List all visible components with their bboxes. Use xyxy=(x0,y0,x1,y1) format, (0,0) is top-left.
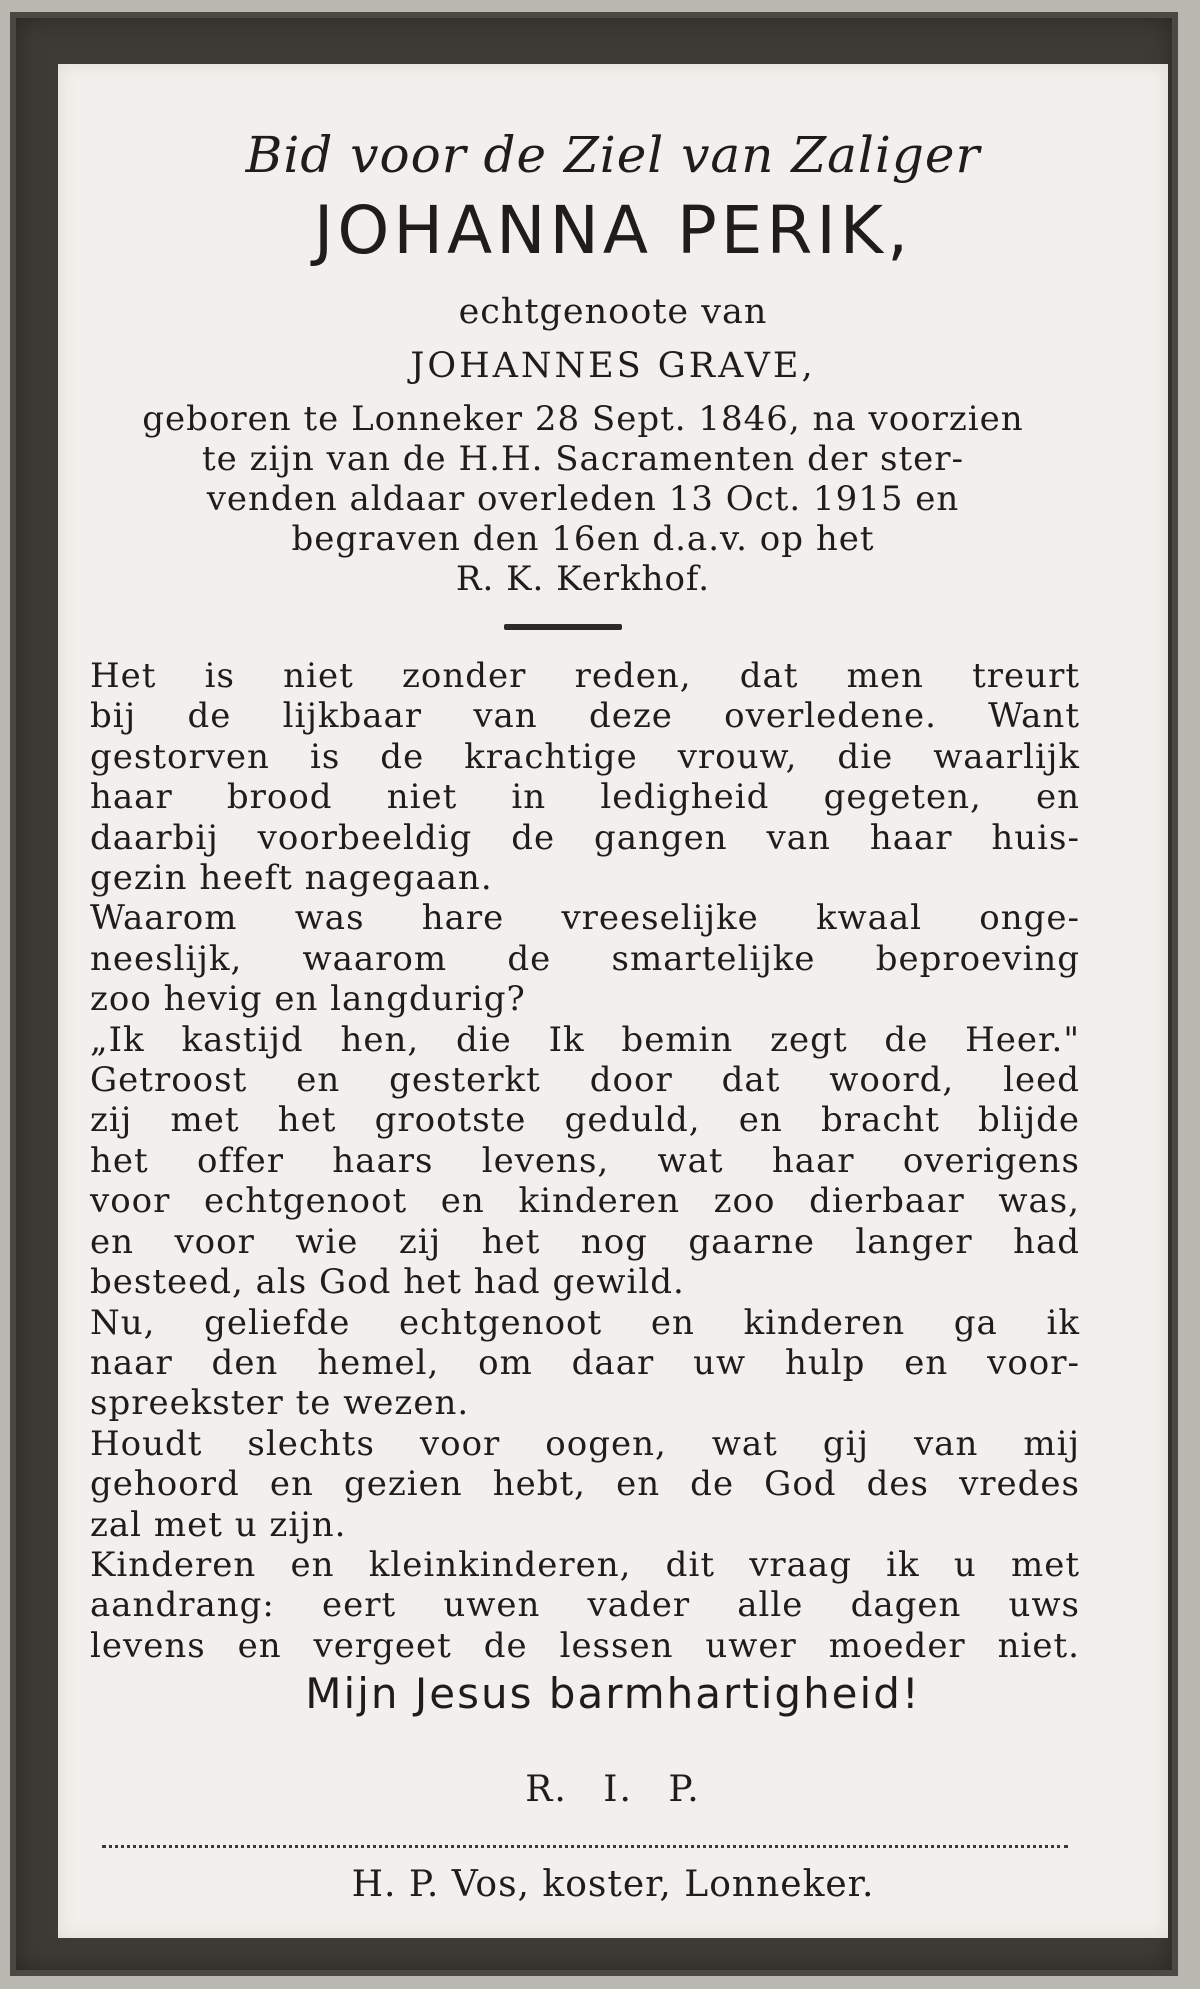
text-line: Waarom was hare vreeselijke kwaal onge- xyxy=(90,898,1080,939)
card-paper xyxy=(58,64,1168,1938)
text-line: daarbij voorbeeldig de gangen van haar huis- xyxy=(90,817,1080,858)
prayer-heading: Bid voor de Ziel van Zaliger xyxy=(245,126,981,184)
deceased-name: JOHANNA PERIK, xyxy=(313,192,913,269)
text-line: gehoord en gezien hebt, en de God des vredes xyxy=(90,1464,1080,1505)
text-line: levens en vergeet de lessen uwer moeder niet. xyxy=(90,1625,1080,1666)
text-line: Kinderen en kleinkinderen, dit vraag ik u met xyxy=(90,1544,1080,1585)
card-content xyxy=(58,64,1168,1938)
text-line: Nu, geliefde echtgenoot en kinderen ga ik xyxy=(90,1302,1080,1343)
text-line: voor echtgenoot en kinderen zoo dierbaar was, xyxy=(90,1181,1080,1222)
bio-line: R. K. Kerkhof. xyxy=(455,559,711,599)
text-line: gezin heeft nagegaan. xyxy=(90,858,493,899)
text-line: zij met het grootste geduld, en bracht blijde xyxy=(90,1100,1080,1141)
bio-line: te zijn van de H.H. Sacramenten der ster- xyxy=(201,439,965,479)
text-line: aandrang: eert uwen vader alle dagen uws xyxy=(90,1585,1080,1626)
divider-rule xyxy=(504,624,622,630)
closing-prayer: Mijn Jesus barmhartigheid! xyxy=(305,1669,921,1718)
text-line: het offer haars levens, wat haar overigens xyxy=(90,1140,1080,1181)
text-line: zoo hevig en langdurig? xyxy=(90,979,526,1020)
spouse-name: JOHANNES GRAVE, xyxy=(410,346,816,386)
text-line: neeslijk, waarom de smartelijke beproeving xyxy=(90,938,1080,979)
text-line: Getroost en gesterkt door dat woord, leed xyxy=(90,1060,1080,1101)
printer-credit: H. P. Vos, koster, Lonneker. xyxy=(351,1864,875,1905)
text-line: besteed, als God het had gewild. xyxy=(90,1262,685,1303)
text-line: en voor wie zij het nog gaarne langer had xyxy=(90,1221,1080,1262)
bio-line: geboren te Lonneker 28 Sept. 1846, na voorzien xyxy=(142,399,1024,439)
text-line: spreekster te wezen. xyxy=(90,1383,470,1424)
dotted-separator xyxy=(102,1845,1068,1848)
text-line: „Ik kastijd hen, die Ik bemin zegt de Heer." xyxy=(90,1019,1080,1060)
rip-line: R. I. P. xyxy=(525,1769,701,1810)
text-line: gestorven is de krachtige vrouw, die waarlijk xyxy=(90,736,1080,777)
biography xyxy=(78,399,1088,599)
text-line: naar den hemel, om daar uw hulp en voor- xyxy=(90,1342,1080,1383)
text-line: Houdt slechts voor oogen, wat gij van mij xyxy=(90,1423,1080,1464)
text-line: haar brood niet in ledigheid gegeten, en xyxy=(90,777,1080,818)
mourning-border xyxy=(10,12,1178,1976)
bio-line: venden aldaar overleden 13 Oct. 1915 en xyxy=(206,479,960,519)
text-line: zal met u zijn. xyxy=(90,1504,347,1545)
text-line: Het is niet zonder reden, dat men treurt xyxy=(90,656,1080,696)
memorial-text xyxy=(90,656,1080,1666)
text-line: bij de lijkbaar van deze overledene. Want xyxy=(90,696,1080,737)
bio-line: begraven den 16en d.a.v. op het xyxy=(291,519,875,559)
spouse-intro: echtgenoote van xyxy=(458,292,768,332)
